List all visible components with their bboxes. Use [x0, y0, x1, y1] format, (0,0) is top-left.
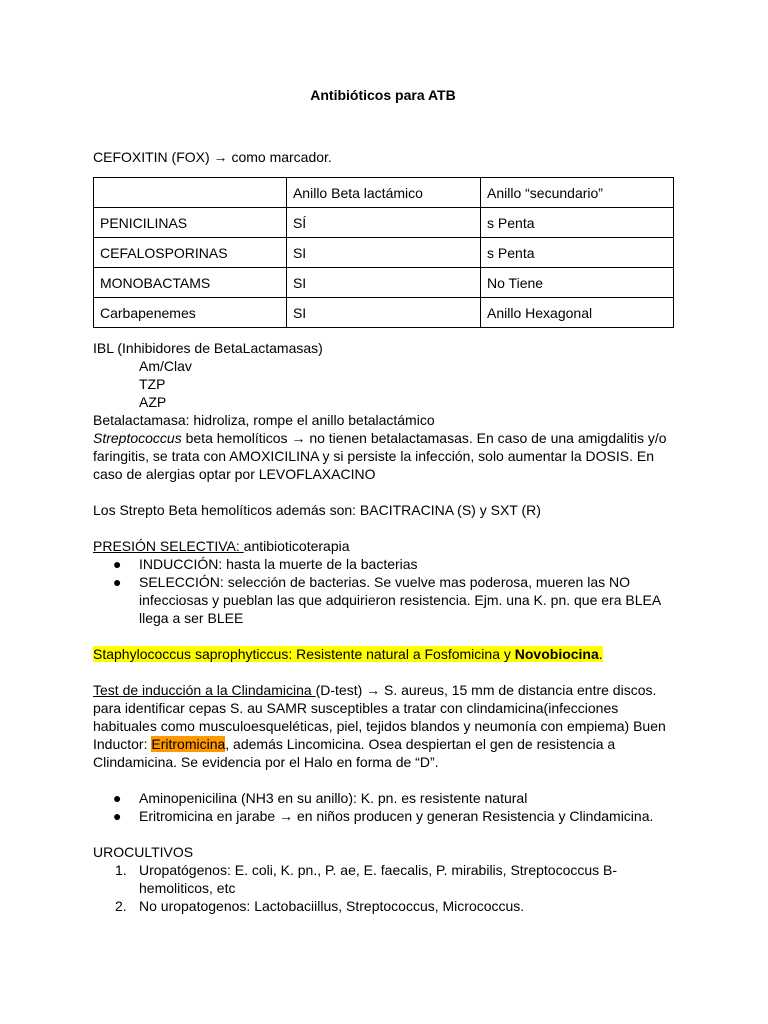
clinda-text-1: (D-test) → S. aureus, 15 mm de distancia entre discos. para identificar cepas S. au SAMR susceptibles a tratar con clindamicina(infecciones habituales como musculoesqueléticas, piel, tejidos blandos y neumonía con empiema) Buen Inductor:	[93, 682, 666, 752]
list-item-text: SELECCIÓN: selección de bacterias. Se vuelve mas poderosa, mueren las NO infecciosas y pueblan las que adquirieron resistencia. Ejm. una K. pn. que era BLEA llega a ser BLEE	[139, 574, 661, 626]
strepto-beta-line: Los Strepto Beta hemolíticos además son: BACITRACINA (S) y SXT (R)	[93, 502, 541, 518]
clinda-heading: Test de inducción a la Clindamicina	[93, 682, 316, 698]
list-item-text: No uropatogenos: Lactobaciillus, Streptococcus, Micrococcus.	[139, 898, 525, 914]
presion-text: antibioticoterapia	[243, 538, 350, 554]
staph-paragraph	[93, 645, 683, 663]
table-cell: SI	[286, 268, 480, 298]
list-item	[93, 555, 683, 573]
list-item	[93, 789, 683, 807]
list-item	[93, 573, 683, 627]
presion-list	[93, 555, 683, 627]
list-item-text: Aminopenicilina (NH3 en su anillo): K. pn. es resistente natural	[139, 790, 528, 806]
document-page	[93, 86, 683, 915]
ibl-heading: IBL (Inhibidores de BetaLactamasas)	[93, 340, 323, 356]
table-cell: SI	[286, 298, 480, 328]
table-cell: SÍ	[286, 208, 480, 238]
table-row	[94, 298, 674, 328]
table-cell: No Tiene	[481, 268, 674, 298]
table-row	[94, 208, 674, 238]
table-header-cell: Anillo Beta lactámico	[286, 178, 480, 208]
table-cell: s Penta	[481, 238, 674, 268]
table-header-cell: Anillo “secundario”	[481, 178, 674, 208]
document-title: Antibióticos para ATB	[310, 87, 456, 103]
presion-paragraph	[93, 537, 683, 555]
bullet-icon: ●	[113, 808, 122, 824]
ibl-item: Am/Clav	[139, 358, 192, 374]
list-number: 1.	[115, 862, 127, 878]
table-header-row	[94, 178, 674, 208]
list-item-text: Uropatógenos: E. coli, K. pn., P. ae, E. faecalis, P. mirabilis, Streptococcus B-hemoliticos, etc	[139, 862, 618, 896]
list-item	[93, 897, 683, 915]
table-header-cell	[94, 178, 287, 208]
list-item-text: INDUCCIÓN: hasta la muerte de la bacterias	[139, 556, 418, 572]
staph-text: Staphylococcus saprophyticcus: Resistente natural a Fosfomicina y	[93, 646, 515, 662]
table-cell: SI	[286, 238, 480, 268]
table-cell: MONOBACTAMS	[94, 268, 287, 298]
bullet-icon: ●	[113, 574, 122, 590]
eritromicina-highlight: Eritromicina	[151, 736, 226, 752]
urocultivos-heading: UROCULTIVOS	[93, 844, 194, 860]
table-cell: Anillo Hexagonal	[481, 298, 674, 328]
aminopenicilina-list	[93, 789, 683, 825]
table-cell: s Penta	[481, 208, 674, 238]
list-number: 2.	[115, 898, 127, 914]
list-item	[93, 861, 683, 897]
clinda-text-2: , además Lincomicina. Osea despiertan el gen de resistencia a Clindamicina. Se evidencia por el Halo en forma de “D”.	[93, 736, 616, 770]
list-item	[93, 807, 683, 825]
table-row	[94, 238, 674, 268]
list-item-text: Eritromicina en jarabe → en niños producen y generan Resistencia y Clindamicina.	[139, 808, 654, 824]
betalactamasa-line: Betalactamasa: hidroliza, rompe el anillo betalactámico	[93, 412, 435, 428]
table-cell: PENICILINAS	[94, 208, 287, 238]
cefoxitin-line: CEFOXITIN (FOX) → como marcador.	[93, 149, 332, 165]
antibiotic-table	[93, 177, 674, 328]
table-cell: Carbapenemes	[94, 298, 287, 328]
bullet-icon: ●	[113, 790, 122, 806]
strepto-text: beta hemolíticos → no tienen betalactamasas. En caso de una amigdalitis y/o faringitis, se trata con AMOXICILINA y si persiste la infección, solo aumentar la DOSIS. En caso de alergias optar por LEVOFLAXACINO	[93, 430, 667, 482]
strepto-paragraph	[93, 429, 683, 483]
staph-highlight	[93, 646, 603, 662]
bullet-icon: ●	[113, 556, 122, 572]
table-cell: CEFALOSPORINAS	[94, 238, 287, 268]
ibl-item: AZP	[139, 394, 167, 410]
staph-bold: Novobiocina	[514, 646, 599, 662]
urocultivos-list	[93, 861, 683, 915]
clinda-paragraph	[93, 681, 683, 771]
table-row	[94, 268, 674, 298]
staph-end: .	[598, 646, 603, 662]
strepto-italic: Streptococcus	[93, 430, 182, 446]
ibl-item: TZP	[139, 376, 166, 392]
presion-heading: PRESIÓN SELECTIVA:	[93, 538, 244, 554]
